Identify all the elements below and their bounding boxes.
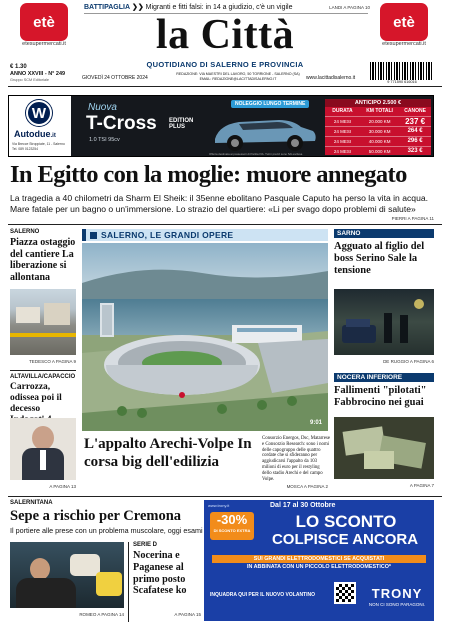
section-label: SALERNITANA [10, 500, 53, 506]
sport-story[interactable] [10, 500, 203, 622]
barcode [370, 62, 434, 80]
trony-headline-1: LO SCONTO [295, 512, 397, 531]
car-image [209, 109, 321, 153]
ete-url-left: etesupermercati.it [22, 41, 66, 47]
website[interactable]: www.lacittadisalerno.it [306, 75, 356, 81]
discount-badge [210, 512, 254, 540]
lead-standfirst: La tragedia a 40 chilometri da Sharm El Sheik: il 35enne ebolitano Pasquale Caputo ha perso la vita in acqua. Mare fatale per un bagno o un'immersione. Lo strazio del quartiere: «Li per svago dopo problemi di salute» [10, 193, 429, 214]
pricing-row: 24 MESI 30.000 KM 264 € [325, 126, 431, 135]
trony-ad[interactable] [204, 500, 434, 621]
vw-logo-icon: W [26, 100, 52, 126]
ete-logo-left: etè [33, 13, 55, 31]
vw-rental-badge: NOLEGGIO LUNGO TERMINE [231, 100, 309, 108]
ete-ad-left[interactable] [20, 3, 68, 41]
story-pageref: A PAGINA 7 [409, 483, 434, 488]
vw-ad[interactable] [8, 95, 434, 157]
top-teaser-kicker: BATTIPAGLIA [84, 4, 131, 11]
serie-d-story[interactable] [128, 542, 200, 622]
square-icon [90, 232, 97, 239]
vw-model: T-Cross [86, 113, 157, 134]
story-photo [10, 289, 76, 355]
trony-tagline: NON CI SONO PARAGONI. [368, 602, 426, 607]
story-headline: Fallimenti "pilotati" Fabbrocino nei guai [334, 385, 427, 408]
section-label: SERIE D [133, 542, 158, 548]
trony-line-1: SUI GRANDI ELETTRODOMESTICI SE ACQUISTATI [212, 555, 426, 563]
vw-edition: EDITION PLUS [169, 118, 194, 130]
feature-body: Consorzio Energos, Dsc, Matarrese e Consorzio Research: sono i nomi delle capogruppo delle quattro cordate che si sfideranno per aggiudicarsi l'appalto da 103 milioni di euro per il restyling dello stadio Arechi e del campo Volpe. [262, 436, 330, 482]
dealer-phone: Tel. 089 0123254 [12, 147, 39, 151]
arrow-icon: ❯❯ [131, 4, 144, 11]
redazione-line2: EMAIL: REDAZIONE@LACITTADISALERNO.IT [199, 77, 277, 81]
feature-banner[interactable] [82, 229, 328, 241]
story-headline: Piazza ostaggio del cantiere La liberazione si allontana [10, 237, 76, 283]
masthead-rule [8, 86, 442, 87]
top-teaser-pageref: LANDI A PAGINA 10 [329, 5, 370, 10]
top-teaser-text: Migranti e fitti falsi: in 14 a giudizio, c'è un vigile [145, 4, 293, 11]
story-pageref: ROMEO A PAGINA 14 [79, 612, 124, 617]
vw-fineprint: Offerta destinata ai possessori di Partita IVA. Tutti i prezzi sono IVA esclusa. [209, 152, 303, 156]
dealer-address: Via Brecce Stroppiate, 11 - Salerno [12, 142, 65, 146]
pricing-row: 24 MESI 20.000 KM 237 € [325, 116, 431, 125]
masthead-subtitle: QUOTIDIANO DI SALERNO E PROVINCIA [146, 60, 304, 69]
dealer-name: Autodue.it [14, 129, 56, 139]
vw-engine: 1.0 TSI 95cv [89, 137, 120, 143]
trony-brand: TRONY [371, 586, 423, 601]
ete-logo-right: etè [393, 13, 415, 31]
render-stamp: 9:01 [310, 420, 323, 426]
divider [10, 370, 76, 371]
discount-sub: DI SCONTO EXTRA [213, 528, 251, 533]
story-headline: Sepe a rischio per Cremona [10, 508, 182, 524]
anticipo: ANTICIPO 2.500 € [325, 99, 431, 107]
vw-nuova: Nuova [88, 102, 117, 113]
discount-value: -30% [216, 512, 248, 527]
trony-dates: Dal 17 al 30 Ottobre [270, 502, 336, 509]
date-line: GIOVEDÌ 24 OTTOBRE 2024 [82, 75, 148, 81]
divider [8, 224, 442, 225]
story-photo [334, 417, 434, 479]
story-headline: Nocerina e Paganese al primo posto Scafatese ko [133, 550, 187, 597]
divider [8, 496, 442, 497]
pricing-row: 24 MESI 50.000 KM 323 € [325, 146, 431, 155]
story-pageref: DE RUGGIO A PAGINA 6 [383, 359, 434, 364]
trony-line-2: IN ABBINATA CON UN PICCOLO ELETTRODOMESTICO* [246, 564, 392, 570]
stadium-render-image [82, 243, 328, 431]
feature-banner-label: SALERNO, LE GRANDI OPERE [101, 230, 234, 240]
story-pageref: A PAGINA 13 [49, 484, 76, 489]
story-headline: Carrozza, odissea poi il decesso [10, 382, 62, 414]
trony-headline-2: COLPISCE ANCORA [271, 531, 419, 548]
barcode-number: 9 771590 616016 [387, 80, 417, 84]
feature-pageref: MOSCA A PAGINA 2 [286, 484, 328, 489]
right-story-2[interactable] [334, 373, 434, 491]
section-label: NOCERA INFERIORE [334, 373, 434, 382]
trony-site: www.trony.it [208, 503, 230, 508]
feature-headline[interactable]: L'appalto Arechi-Volpe In corsa big dell'edilizia [84, 436, 252, 470]
right-story-1[interactable] [334, 229, 434, 367]
issue-number: ANNO XXVIII - N° 249 [10, 71, 66, 77]
ete-url-right: etesupermercati.it [382, 41, 426, 47]
left-story-2[interactable] [10, 374, 76, 492]
section-label: ALTAVILLA/CAPACCIO [10, 374, 76, 380]
story-pageref: TEDESCO A PAGINA 9 [29, 359, 76, 364]
story-photo [334, 289, 434, 355]
left-story-1[interactable] [10, 229, 76, 367]
ete-ad-right[interactable] [380, 3, 428, 41]
small-codes: Gruppo SCM Editoriale [10, 78, 50, 82]
pricing-row: 24 MESI 40.000 KM 296 € [325, 136, 431, 145]
story-photo [10, 418, 76, 480]
trony-cta[interactable]: INQUADRA QUI PER IL NUOVO VOLANTINO [210, 592, 316, 598]
story-standfirst: Il portiere alle prese con un problema muscolare, oggi esami [10, 526, 203, 535]
lead-pageref: PIERRI A PAGINA 11 [391, 216, 434, 221]
story-headline: Agguato al figlio del boss Serino Sale la tensione [334, 241, 425, 276]
goalkeeper-photo [10, 542, 124, 608]
pricing-header: DURATA KM TOTALI CANONE [332, 108, 426, 114]
masthead-title[interactable]: la Città [155, 12, 295, 58]
price: € 1.30 [10, 64, 27, 70]
section-label: SALERNO [10, 229, 40, 235]
qr-code-icon[interactable] [334, 582, 356, 604]
story-pageref: A PAGINA 15 [174, 612, 201, 617]
lead-headline[interactable]: In Egitto con la moglie: muore annegato [10, 161, 407, 188]
section-label: SARNO [334, 229, 434, 238]
redazione-line1: REDAZIONE: VIA MAESTRI DEL LAVORO, 50 TORRIONE - SALERNO (SA) [176, 72, 300, 76]
pricing-table [325, 99, 431, 155]
